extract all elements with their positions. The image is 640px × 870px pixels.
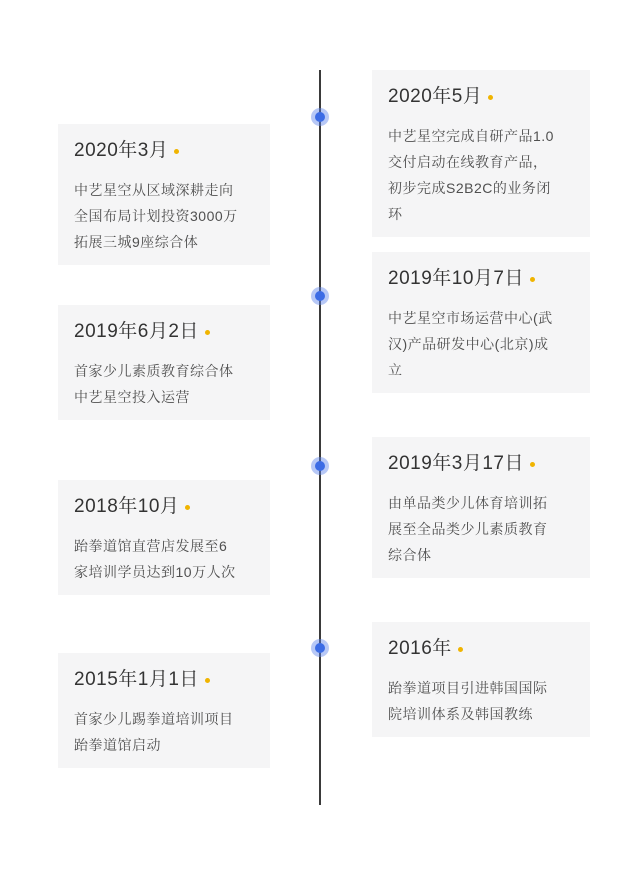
event-date xyxy=(388,267,574,291)
event-description: 中艺星空从区域深耕走向全国布局计划投资3000万拓展三城9座综合体 xyxy=(74,182,238,250)
event-date-text: 2020年5月 xyxy=(388,86,483,107)
timeline-node-icon xyxy=(311,639,329,657)
event-description: 首家少儿素质教育综合体中艺星空投入运营 xyxy=(74,363,234,405)
event-card-2015-01-01 xyxy=(58,653,270,768)
event-date-text: 2015年1月1日 xyxy=(74,669,199,690)
accent-dot-icon xyxy=(205,330,210,335)
event-date xyxy=(74,139,254,163)
accent-dot-icon xyxy=(174,149,179,154)
event-description: 中艺星空市场运营中心(武汉)产品研发中心(北京)成立 xyxy=(388,310,553,378)
accent-dot-icon xyxy=(458,647,463,652)
accent-dot-icon xyxy=(488,95,493,100)
event-date-text: 2019年10月7日 xyxy=(388,268,524,289)
event-date xyxy=(74,320,254,344)
event-card-2019-06-02 xyxy=(58,305,270,420)
event-card-2019-10-07 xyxy=(372,252,590,393)
event-description: 跆拳道项目引进韩国国际院培训体系及韩国教练 xyxy=(388,680,548,722)
event-card-2018-10 xyxy=(58,480,270,595)
accent-dot-icon xyxy=(185,505,190,510)
event-description: 跆拳道馆直营店发展至6家培训学员达到10万人次 xyxy=(74,538,236,580)
event-card-2020-05 xyxy=(372,70,590,237)
event-description: 由单品类少儿体育培训拓展至全品类少儿素质教育综合体 xyxy=(388,495,548,563)
event-date xyxy=(74,668,254,692)
accent-dot-icon xyxy=(205,678,210,683)
event-card-2020-03 xyxy=(58,124,270,265)
event-date-text: 2020年3月 xyxy=(74,140,169,161)
event-card-2016 xyxy=(372,622,590,737)
timeline-node-icon xyxy=(311,457,329,475)
timeline-node-icon xyxy=(311,287,329,305)
event-date xyxy=(388,452,574,476)
timeline-node-icon xyxy=(311,108,329,126)
timeline-node-core-icon xyxy=(315,112,325,122)
timeline-node-core-icon xyxy=(315,461,325,471)
event-date-text: 2018年10月 xyxy=(74,496,180,517)
event-card-2019-03-17 xyxy=(372,437,590,578)
event-date-text: 2019年6月2日 xyxy=(74,321,199,342)
accent-dot-icon xyxy=(530,462,535,467)
event-date-text: 2019年3月17日 xyxy=(388,453,524,474)
event-date-text: 2016年 xyxy=(388,638,452,659)
timeline-axis-line xyxy=(319,70,321,805)
event-description: 首家少儿踢拳道培训项目跆拳道馆启动 xyxy=(74,711,234,753)
event-date xyxy=(388,85,574,109)
event-description: 中艺星空完成自研产品1.0交付启动在线教育产品，初步完成S2B2C的业务闭环 xyxy=(388,128,554,222)
event-date xyxy=(388,637,574,661)
timeline-node-core-icon xyxy=(315,291,325,301)
event-date xyxy=(74,495,254,519)
accent-dot-icon xyxy=(530,277,535,282)
timeline-node-core-icon xyxy=(315,643,325,653)
